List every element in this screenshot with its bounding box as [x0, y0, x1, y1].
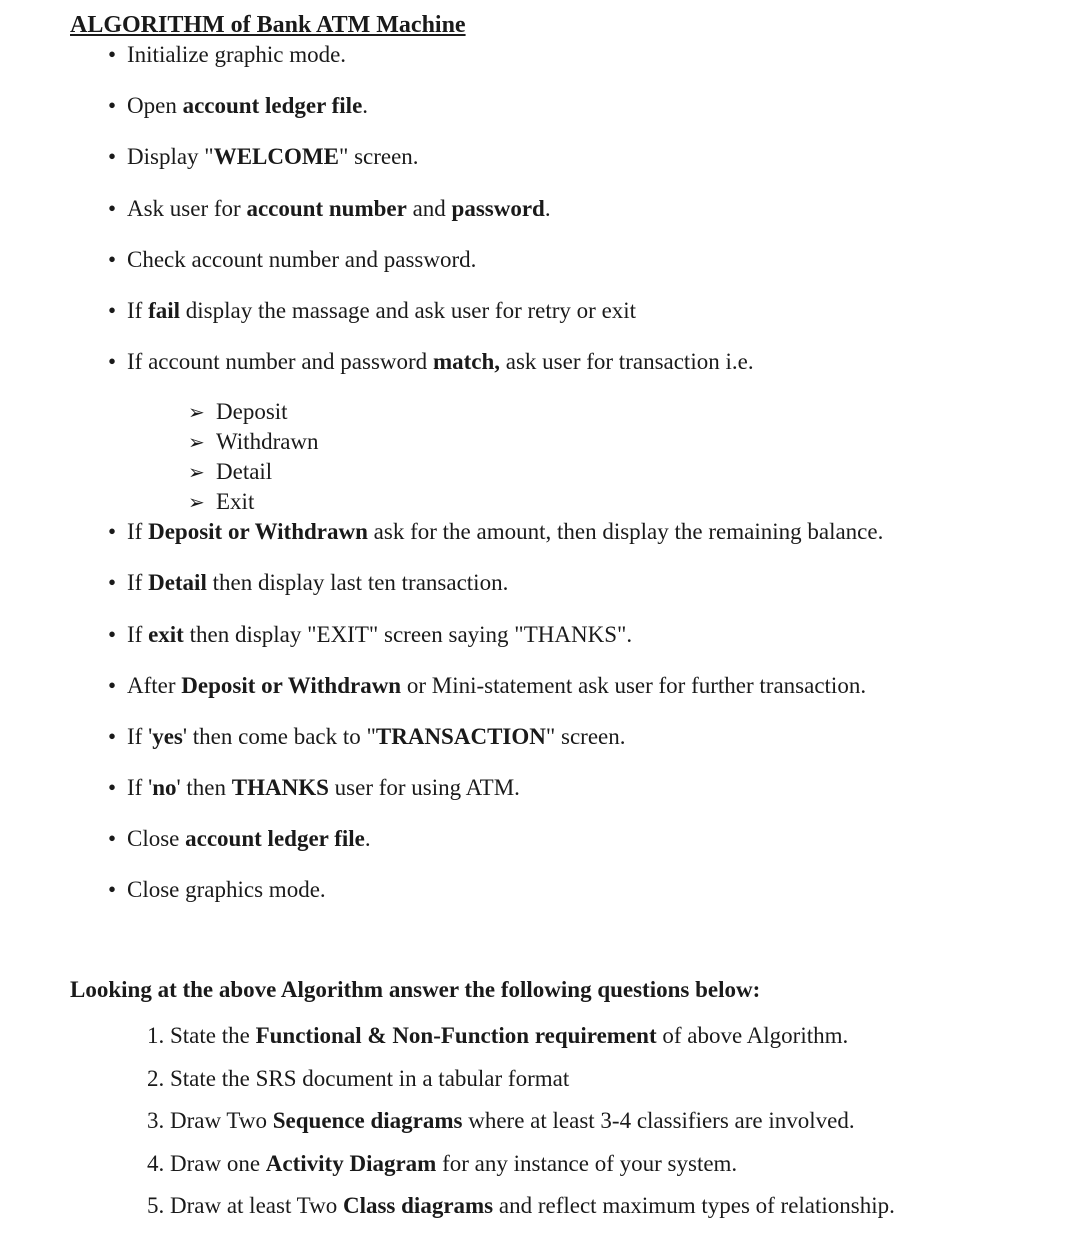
algorithm-step: [108, 517, 883, 547]
question-item: [147, 1021, 848, 1051]
text: State the SRS document in a tabular format: [170, 1066, 570, 1091]
text: Display ": [127, 144, 214, 169]
bullet-icon: •: [108, 724, 117, 749]
bullet-icon: •: [108, 196, 117, 221]
bold-text: no: [152, 775, 177, 800]
text: user for using ATM.: [328, 775, 520, 800]
algorithm-step: [108, 194, 551, 224]
text: .: [364, 826, 371, 851]
bold-text: account number: [246, 196, 407, 221]
question-number: 5.: [147, 1193, 170, 1218]
bullet-icon: •: [108, 349, 117, 374]
text: ' then: [176, 775, 232, 800]
bold-text: Class diagrams: [342, 1193, 494, 1218]
transaction-option: [188, 397, 288, 427]
text: for any instance of your system.: [436, 1151, 738, 1176]
text: and reflect maximum types of relationship.: [493, 1193, 895, 1218]
bold-text: WELCOME: [213, 144, 339, 169]
bullet-icon: •: [108, 519, 117, 544]
text: Draw one: [170, 1151, 266, 1176]
bold-text: Functional & Non-Function requirement: [255, 1023, 657, 1048]
bold-text: fail: [148, 298, 181, 323]
text: Check account number and password.: [127, 247, 477, 272]
text: If: [127, 622, 149, 647]
transaction-option: [188, 457, 272, 487]
text: " screen.: [338, 144, 419, 169]
algorithm-step: [108, 142, 419, 172]
document-title: ALGORITHM of Bank ATM Machine: [70, 12, 466, 38]
text: then display "EXIT" screen saying "THANKS".: [183, 622, 633, 647]
algorithm-step: [108, 245, 476, 275]
arrow-bullet-icon: ➢: [188, 460, 205, 484]
algorithm-step: [108, 296, 636, 326]
question-item: [147, 1149, 737, 1179]
algorithm-step: [108, 91, 368, 121]
text: Draw Two: [170, 1108, 273, 1133]
transaction-option-label: Detail: [216, 459, 273, 484]
transaction-option-label: Exit: [216, 489, 255, 514]
bold-text: TRANSACTION: [375, 724, 546, 749]
bold-text: account ledger file: [182, 93, 363, 118]
bold-text: yes: [152, 724, 183, 749]
bold-text: Deposit or Withdrawn: [148, 519, 368, 544]
bullet-icon: •: [108, 826, 117, 851]
algorithm-step: [108, 773, 520, 803]
text: Draw at least Two: [170, 1193, 343, 1218]
text: Close graphics mode.: [127, 877, 326, 902]
bold-text: exit: [148, 622, 184, 647]
question-item: [147, 1191, 895, 1221]
bullet-icon: •: [108, 622, 117, 647]
bullet-icon: •: [108, 93, 117, 118]
transaction-option: [188, 427, 319, 457]
text: If: [127, 519, 149, 544]
bold-text: Activity Diagram: [265, 1151, 437, 1176]
arrow-bullet-icon: ➢: [188, 400, 205, 424]
bold-text: THANKS: [231, 775, 329, 800]
bullet-icon: •: [108, 298, 117, 323]
text: If: [127, 298, 149, 323]
questions-heading: Looking at the above Algorithm answer the following questions below:: [70, 977, 761, 1002]
question-item: [147, 1064, 569, 1094]
bold-text: Detail: [148, 570, 207, 595]
bold-text: Deposit or Withdrawn: [181, 673, 402, 698]
text: If account number and password: [127, 349, 433, 374]
bold-text: Sequence diagrams: [272, 1108, 463, 1133]
bold-text: match,: [432, 349, 501, 374]
bullet-icon: •: [108, 144, 117, 169]
bullet-icon: •: [108, 570, 117, 595]
text: where at least 3-4 classifiers are involved.: [462, 1108, 855, 1133]
text: If: [127, 570, 149, 595]
text: then display last ten transaction.: [206, 570, 509, 595]
text: or Mini-statement ask user for further transaction.: [401, 673, 867, 698]
bullet-icon: •: [108, 247, 117, 272]
text: State the: [170, 1023, 256, 1048]
text: .: [362, 93, 369, 118]
text: ask for the amount, then display the remaining balance.: [367, 519, 884, 544]
bold-text: account ledger file: [185, 826, 365, 851]
text: ' then come back to ": [182, 724, 376, 749]
arrow-bullet-icon: ➢: [188, 430, 205, 454]
question-number: 1.: [147, 1023, 170, 1048]
text: .: [544, 196, 551, 221]
question-item: [147, 1106, 855, 1136]
text: Ask user for: [127, 196, 247, 221]
bullet-icon: •: [108, 775, 117, 800]
transaction-option: [188, 487, 254, 517]
bold-text: password: [451, 196, 545, 221]
bullet-icon: •: [108, 877, 117, 902]
text: and: [406, 196, 452, 221]
text: If ': [127, 775, 153, 800]
question-number: 3.: [147, 1108, 170, 1133]
algorithm-step: [108, 722, 626, 752]
algorithm-step: [108, 568, 508, 598]
algorithm-step: [108, 875, 326, 905]
arrow-bullet-icon: ➢: [188, 490, 205, 514]
algorithm-step: [108, 620, 632, 650]
text: of above Algorithm.: [656, 1023, 849, 1048]
transaction-option-label: Withdrawn: [216, 429, 319, 454]
algorithm-step: [108, 824, 371, 854]
question-number: 2.: [147, 1066, 170, 1091]
algorithm-step: [108, 40, 346, 70]
text: Close: [127, 826, 186, 851]
text: ask user for transaction i.e.: [500, 349, 754, 374]
text: Initialize graphic mode.: [127, 42, 347, 67]
text: display the massage and ask user for retry or exit: [180, 298, 637, 323]
algorithm-step: [108, 347, 754, 377]
text: " screen.: [545, 724, 626, 749]
question-number: 4.: [147, 1151, 170, 1176]
text: After: [127, 673, 182, 698]
text: If ': [127, 724, 153, 749]
transaction-option-label: Deposit: [216, 399, 288, 424]
bullet-icon: •: [108, 673, 117, 698]
algorithm-step: [108, 671, 866, 701]
bullet-icon: •: [108, 42, 117, 67]
text: Open: [127, 93, 183, 118]
